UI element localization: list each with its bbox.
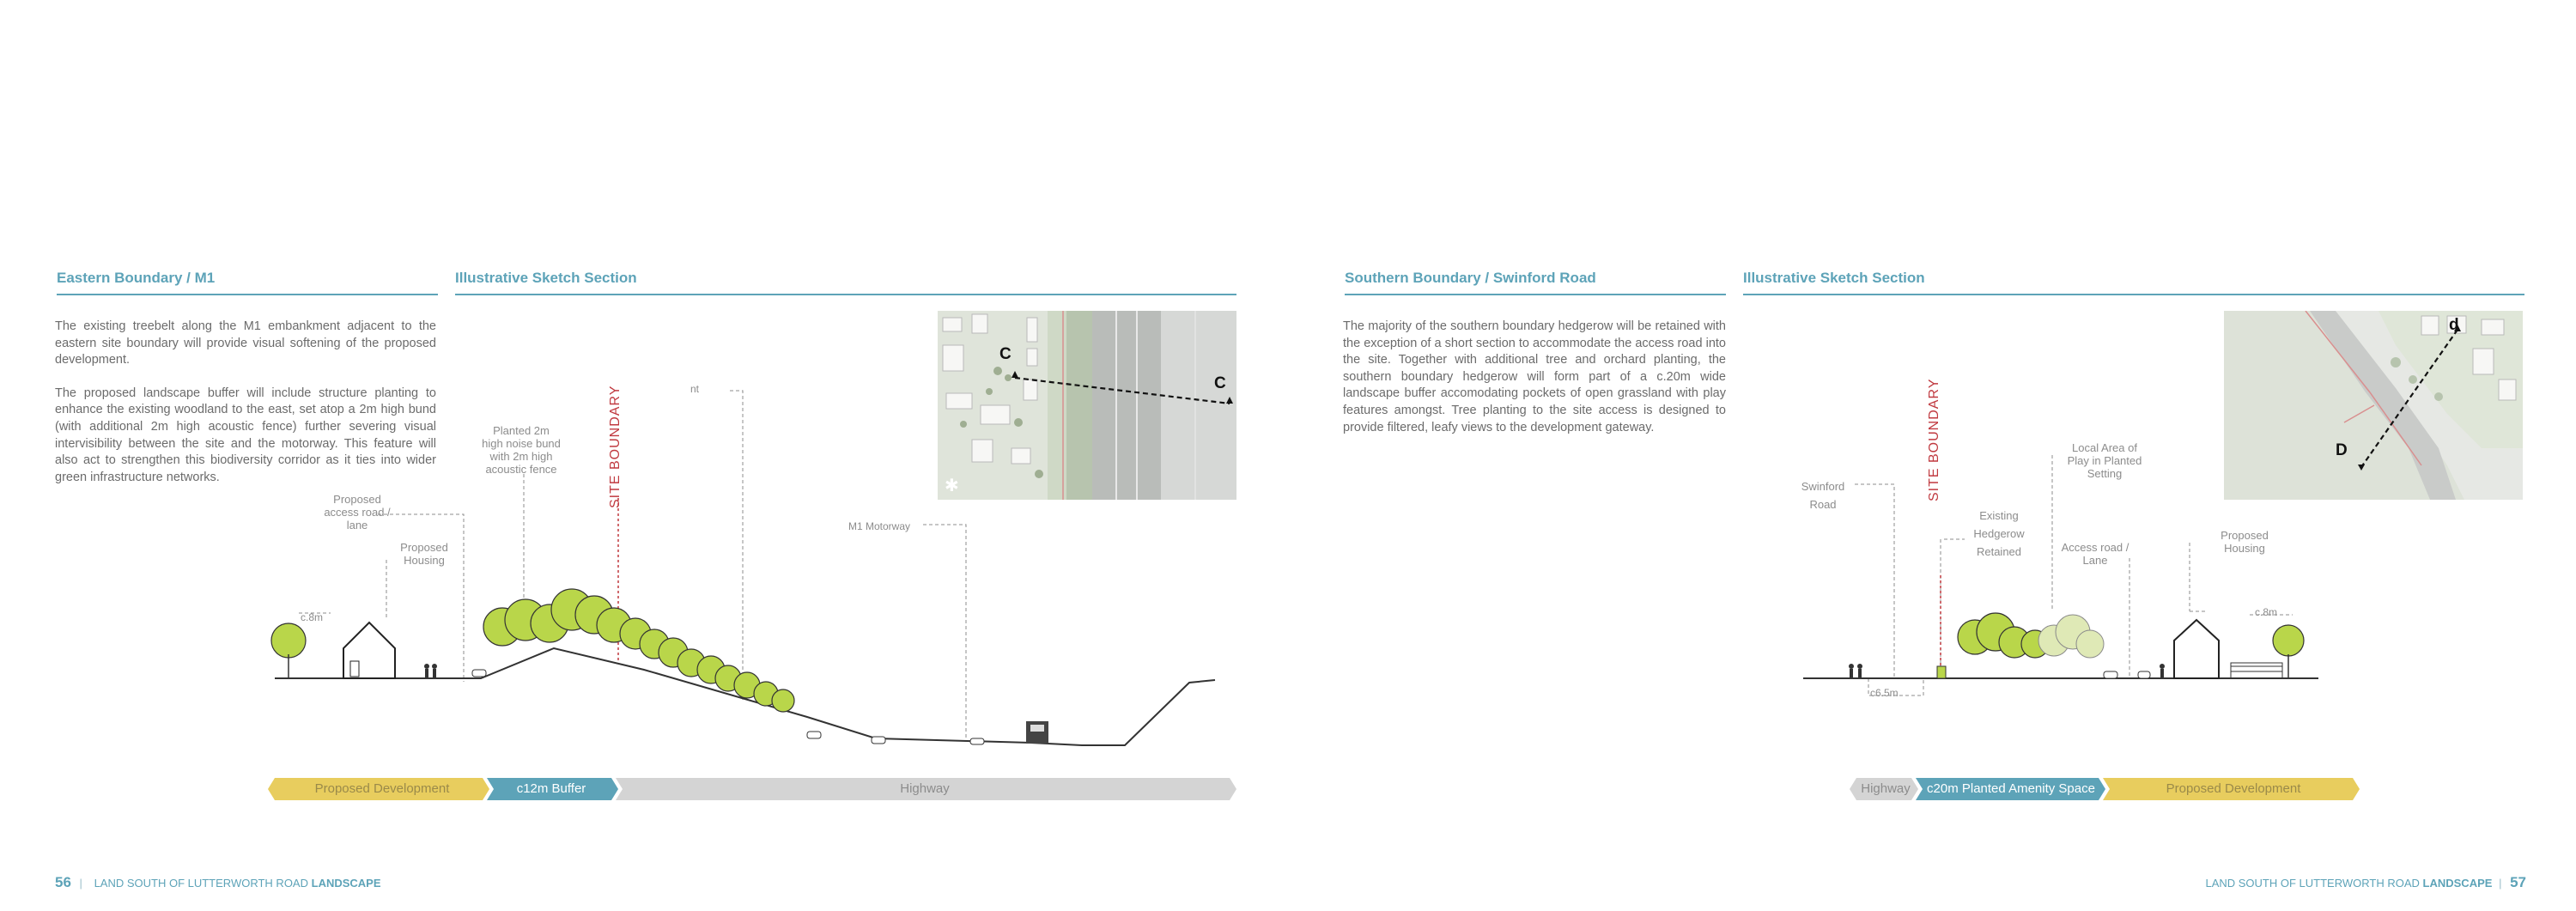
left-section-title: Eastern Boundary / M1 bbox=[57, 270, 216, 286]
right-body-text bbox=[1343, 319, 1726, 452]
label-nt: nt bbox=[690, 383, 700, 395]
right-section-drawing bbox=[1786, 429, 2336, 713]
map-marker-d2: D bbox=[2336, 441, 2348, 459]
left-sketch-rule bbox=[455, 294, 1236, 295]
label-access-road-right: Access road / Lane bbox=[2061, 541, 2129, 567]
label-planted-bund: Planted 2m high noise bund with 2m high acoustic fence bbox=[482, 424, 561, 476]
left-paragraph-2: The proposed landscape buffer will include structure planting to enhance the existing woodland to the east, set atop a 2m high bund (with additional 2m high acoustic fence) further severing visual intervisibility between the site and the motorway. This feature will also act to strengthen this biodiversity corridor as it ties into wider green infrastructure networks. bbox=[55, 386, 436, 484]
band-label-proposed-development-left: Proposed Development bbox=[314, 781, 450, 796]
label-height-left: c.8m bbox=[301, 611, 324, 623]
label-proposed-housing-left: Proposed Housing bbox=[400, 541, 448, 567]
right-sketch-rule bbox=[1743, 294, 2524, 295]
right-footer-title-bold: LANDSCAPE bbox=[2422, 877, 2493, 890]
band-label-highway-right: Highway bbox=[1861, 781, 1911, 796]
band-label-c20m-planted: c20m Planted Amenity Space bbox=[1927, 781, 2095, 796]
left-footer-title: LAND SOUTH OF LUTTERWORTH ROAD bbox=[94, 877, 308, 890]
map-marker-c1: C bbox=[999, 345, 1012, 363]
map-marker-c2: C bbox=[1214, 374, 1226, 392]
site-boundary-left: SITE BOUNDARY bbox=[608, 385, 623, 508]
label-m1-motorway: M1 Motorway bbox=[848, 520, 911, 532]
right-footer: LAND SOUTH OF LUTTERWORTH ROAD LANDSCAPE | 57 bbox=[2205, 874, 2526, 890]
map-marker-d1: d bbox=[2449, 316, 2459, 334]
left-sketch-title: Illustrative Sketch Section bbox=[455, 270, 637, 286]
band-label-highway-left: Highway bbox=[900, 781, 950, 796]
right-section-title: Southern Boundary / Swinford Road bbox=[1345, 270, 1596, 286]
label-leap: Local Area of Play in Planted Setting bbox=[2067, 441, 2142, 480]
label-height-right: c.8m bbox=[2255, 606, 2278, 618]
right-footer-title: LAND SOUTH OF LUTTERWORTH ROAD bbox=[2205, 877, 2420, 890]
label-existing-hedgerow: Existing Hedgerow Retained bbox=[1973, 509, 2025, 558]
band-label-proposed-development-right: Proposed Development bbox=[2166, 781, 2301, 796]
label-proposed-housing-right: Proposed Housing bbox=[2221, 529, 2269, 555]
right-sketch-title: Illustrative Sketch Section bbox=[1743, 270, 1925, 286]
right-title-rule bbox=[1345, 294, 1726, 295]
left-section-drawing bbox=[258, 378, 1245, 756]
left-footer-title-bold: LANDSCAPE bbox=[311, 877, 381, 890]
label-width-right: c6.5m bbox=[1870, 687, 1899, 699]
page-number-56: 56 bbox=[55, 874, 71, 890]
label-swinford-road: Swinford Road bbox=[1801, 480, 1845, 511]
left-title-rule bbox=[57, 294, 438, 295]
site-boundary-right: SITE BOUNDARY bbox=[1927, 378, 1941, 501]
north-star-icon: ✱ bbox=[945, 477, 959, 495]
band-label-c12m-buffer: c12m Buffer bbox=[516, 781, 586, 796]
left-paragraph-1: The existing treebelt along the M1 embankment adjacent to the eastern site boundary will provide visual softening of the proposed development. bbox=[55, 319, 436, 367]
label-proposed-access: Proposed access road / lane bbox=[324, 493, 391, 531]
left-footer: 56 | LAND SOUTH OF LUTTERWORTH ROAD LANDSCAPE bbox=[55, 874, 381, 890]
right-paragraph-1: The majority of the southern boundary hedgerow will be retained with the exception of a short section to accommodate the access road into the site. Together with additional tree and orchard planting, the southern boundary hedgerow will form part of a c.20m wide landscape buffer accomodating pockets of open grassland with play features amongst. Tree planting to the site access is designed to provide filtered, leafy views to the development gateway. bbox=[1343, 319, 1726, 434]
page-number-57: 57 bbox=[2510, 874, 2526, 890]
